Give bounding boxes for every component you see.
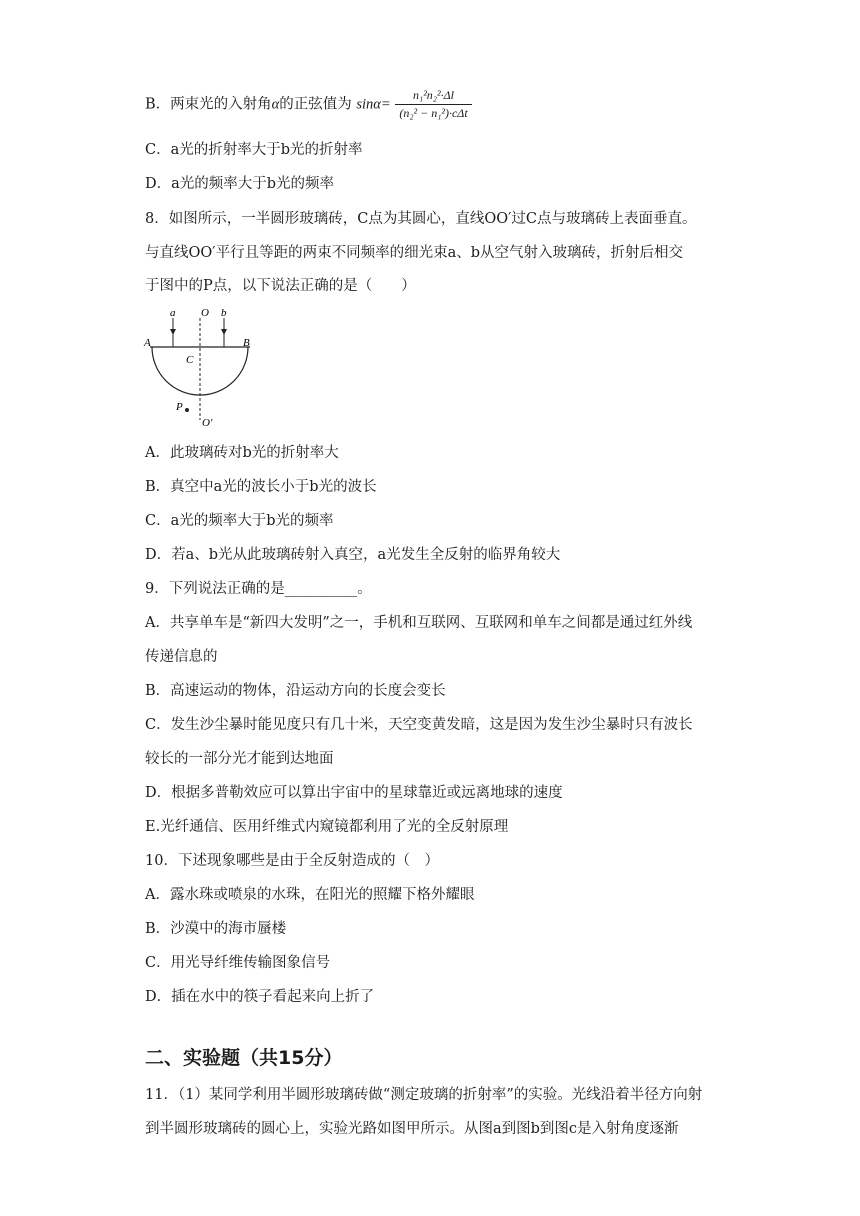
semicircle-glass-diagram [140, 300, 270, 430]
q8-stem-line1: 8．如图所示，一半圆形玻璃砖，C点为其圆心，直线OO′过C点与玻璃砖上表面垂直。 [145, 211, 697, 227]
q9-option-d: D．根据多普勒效应可以算出宇宙中的星球靠近或远离地球的速度 [145, 785, 563, 801]
ray-a-arrow-icon [170, 329, 176, 335]
label-o-prime: O′ [202, 417, 213, 429]
q8-option-d: D．若a、b光从此玻璃砖射入真空，a光发生全反射的临界角较大 [145, 547, 561, 563]
q9-option-c-line2: 较长的一部分光才能到达地面 [145, 751, 334, 767]
point-p [185, 408, 189, 412]
q7-option-d: D．a光的频率大于b光的频率 [145, 176, 335, 192]
q7-option-b: B．两束光的入射角α的正弦值为 sinα= $\frac{\text{n₁²n₂²·Δl}}{\text{(n₂² − n₁²)·cΔt}}$ [145, 88, 472, 121]
q9-option-a-line1: A．共享单车是“新四大发明”之一，手机和互联网、互联网和单车之间都是通过红外线 [145, 615, 693, 631]
label-point-c: C [186, 354, 194, 366]
q8-option-a: A．此玻璃砖对b光的折射率大 [145, 445, 339, 461]
q9-option-b: B．高速运动的物体，沿运动方向的长度会变长 [145, 683, 446, 699]
q11-line2: 到半圆形玻璃砖的圆心上，实验光路如图甲所示。从图a到图b到图c是入射角度逐渐 [145, 1121, 679, 1137]
q10-option-c: C．用光导纤维传输图象信号 [145, 955, 331, 971]
q8-option-c: C．a光的频率大于b光的频率 [145, 513, 334, 529]
label-point-a: A [144, 337, 151, 349]
q9-option-a-line2: 传递信息的 [145, 649, 218, 665]
q10-option-d: D．插在水中的筷子看起来向上折了 [145, 989, 375, 1005]
section-heading-experiment: 二、实验题（共15分） [145, 1047, 343, 1069]
q8-option-b: B．真空中a光的波长小于b光的波长 [145, 479, 377, 495]
label-point-p: P [176, 401, 183, 413]
label-o: O [201, 307, 209, 319]
q10-option-a: A．露水珠或喷泉的水珠，在阳光的照耀下格外耀眼 [145, 887, 475, 903]
label-point-b: B [243, 337, 250, 349]
q9-option-c-line1: C．发生沙尘暴时能见度只有几十米，天空变黄发暗，这是因为发生沙尘暴时只有波长 [145, 717, 693, 733]
q9-option-e: E.光纤通信、医用纤维式内窥镜都利用了光的全反射原理 [145, 819, 509, 835]
sin-alpha-label: sinα= [356, 96, 391, 113]
ray-b-arrow-icon [221, 329, 227, 335]
q10-option-b: B．沙漠中的海市蜃楼 [145, 921, 287, 937]
q11-line1: 11．（1）某同学利用半圆形玻璃砖做“测定玻璃的折射率”的实验。光线沿着半径方向射 [145, 1087, 703, 1103]
label-b: b [221, 307, 227, 319]
formula-fraction: $\frac{\text{n₁²n₂²·Δl}}{\text{(n₂² − n₁²)·cΔt}}$ [395, 88, 471, 121]
q8-stem-line3: 于图中的P点，以下说法正确的是（ ） [145, 278, 416, 294]
q8-stem-line2: 与直线OO′平行且等距的两束不同频率的细光束a、b从空气射入玻璃砖，折射后相交 [145, 245, 683, 261]
label-a: a [170, 307, 176, 319]
q10-stem: 10．下述现象哪些是由于全反射造成的（ ） [145, 853, 439, 869]
q7-option-c: C．a光的折射率大于b光的折射率 [145, 142, 363, 158]
q9-stem: 9．下列说法正确的是__________。 [145, 581, 372, 597]
